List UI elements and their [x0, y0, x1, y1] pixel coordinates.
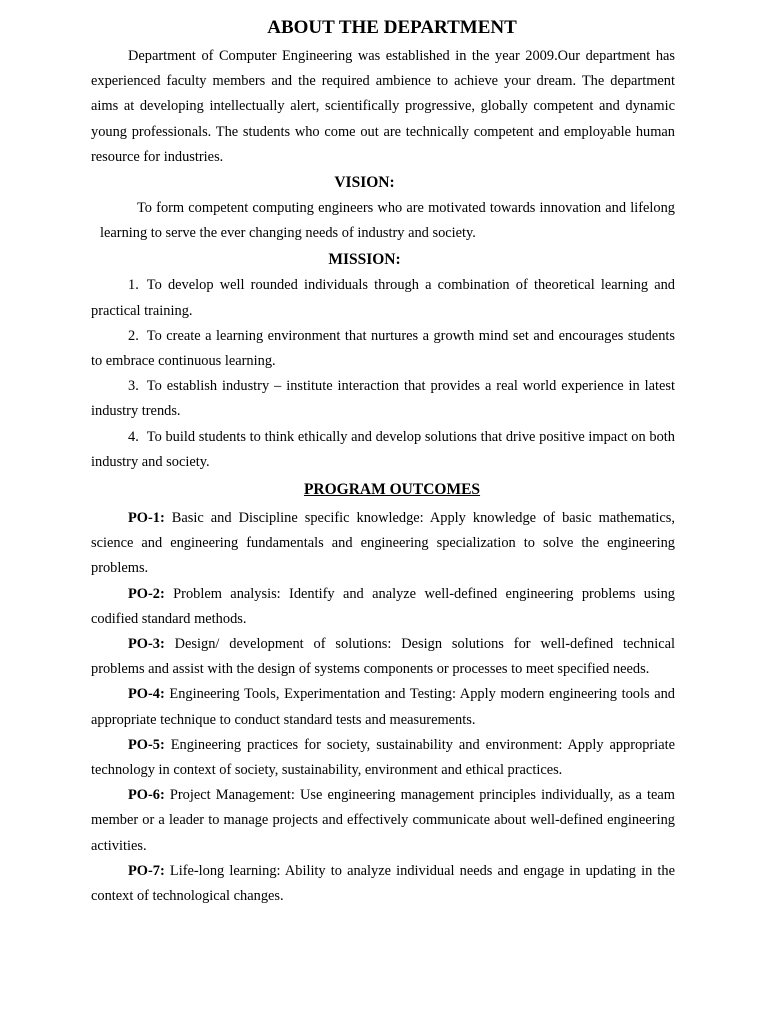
program-outcome-item — [91, 733, 675, 783]
program-outcome-item — [91, 682, 675, 732]
po-code: PO-3: — [128, 636, 165, 653]
mission-item — [91, 273, 675, 323]
vision-heading: VISION: — [334, 174, 395, 192]
mission-number: 3. — [128, 378, 139, 395]
mission-text: To create a learning environment that nurtures a growth mind set and encourages students to embrace continuous learning. — [91, 327, 675, 370]
program-outcome-item — [91, 859, 675, 909]
po-text: Project Management: Use engineering management principles individually, as a team member or a leader to manage projects and effectively communicate about well-defined engineering activities. — [91, 787, 675, 854]
mission-text: To develop well rounded individuals through a combination of theoretical learning and practical training. — [91, 277, 675, 319]
program-outcome-item — [91, 783, 675, 859]
page-title: ABOUT THE DEPARTMENT — [267, 17, 517, 38]
po-code: PO-5: — [128, 736, 165, 753]
po-text: Problem analysis: Identify and analyze well-defined engineering problems using codified standard methods. — [91, 585, 675, 627]
po-code: PO-1: — [128, 510, 165, 527]
mission-number: 4. — [128, 428, 139, 445]
mission-item — [91, 374, 675, 424]
mission-heading: MISSION: — [328, 251, 401, 269]
program-outcome-item — [91, 506, 675, 582]
mission-text: To establish industry – institute interaction that provides a real world experience in latest industry trends. — [91, 378, 675, 420]
program-outcome-item — [91, 582, 675, 632]
program-outcome-item — [91, 632, 675, 682]
po-text: Life-long learning: Ability to analyze individual needs and engage in updating in the context of technological changes. — [91, 862, 675, 905]
po-code: PO-6: — [128, 787, 165, 804]
mission-number: 1. — [128, 277, 139, 294]
mission-list — [91, 273, 675, 475]
vision-text: To form competent computing engineers who are motivated towards innovation and lifelong learning to serve the ever changing needs of industry and society. — [100, 200, 675, 242]
po-code: PO-2: — [128, 585, 165, 602]
mission-item — [91, 324, 675, 374]
program-outcomes-list — [91, 506, 675, 909]
mission-number: 2. — [128, 327, 139, 344]
document-page — [91, 14, 675, 909]
mission-text: To build students to think ethically and develop solutions that drive positive impact on both industry and society. — [91, 428, 675, 470]
po-code: PO-4: — [128, 686, 165, 703]
po-text: Engineering practices for society, sustainability and environment: Apply appropriate technology in context of society, sustainability, environment and ethical practices. — [91, 736, 675, 779]
about-paragraph: Department of Computer Engineering was established in the year 2009.Our department has experienced faculty members and the required ambience to achieve your dream. The department aims at developing intellectually alert, scientifically progressive, globally competent and dynamic young professionals. The students who come out are technically competent and employable human resource for industries. — [91, 48, 675, 165]
po-code: PO-7: — [128, 862, 165, 879]
po-text: Engineering Tools, Experimentation and Testing: Apply modern engineering tools and appropriate technique to conduct standard tests and measurements. — [91, 686, 675, 728]
po-text: Basic and Discipline specific knowledge: Apply knowledge of basic mathematics, science and engineering fundamentals and engineering specialization to solve the engineering problems. — [91, 510, 675, 577]
mission-item — [91, 425, 675, 475]
program-outcomes-heading: PROGRAM OUTCOMES — [303, 481, 481, 499]
po-text: Design/ development of solutions: Design solutions for well-defined technical problems and assist with the design of systems components or processes to meet specified needs. — [91, 636, 675, 678]
